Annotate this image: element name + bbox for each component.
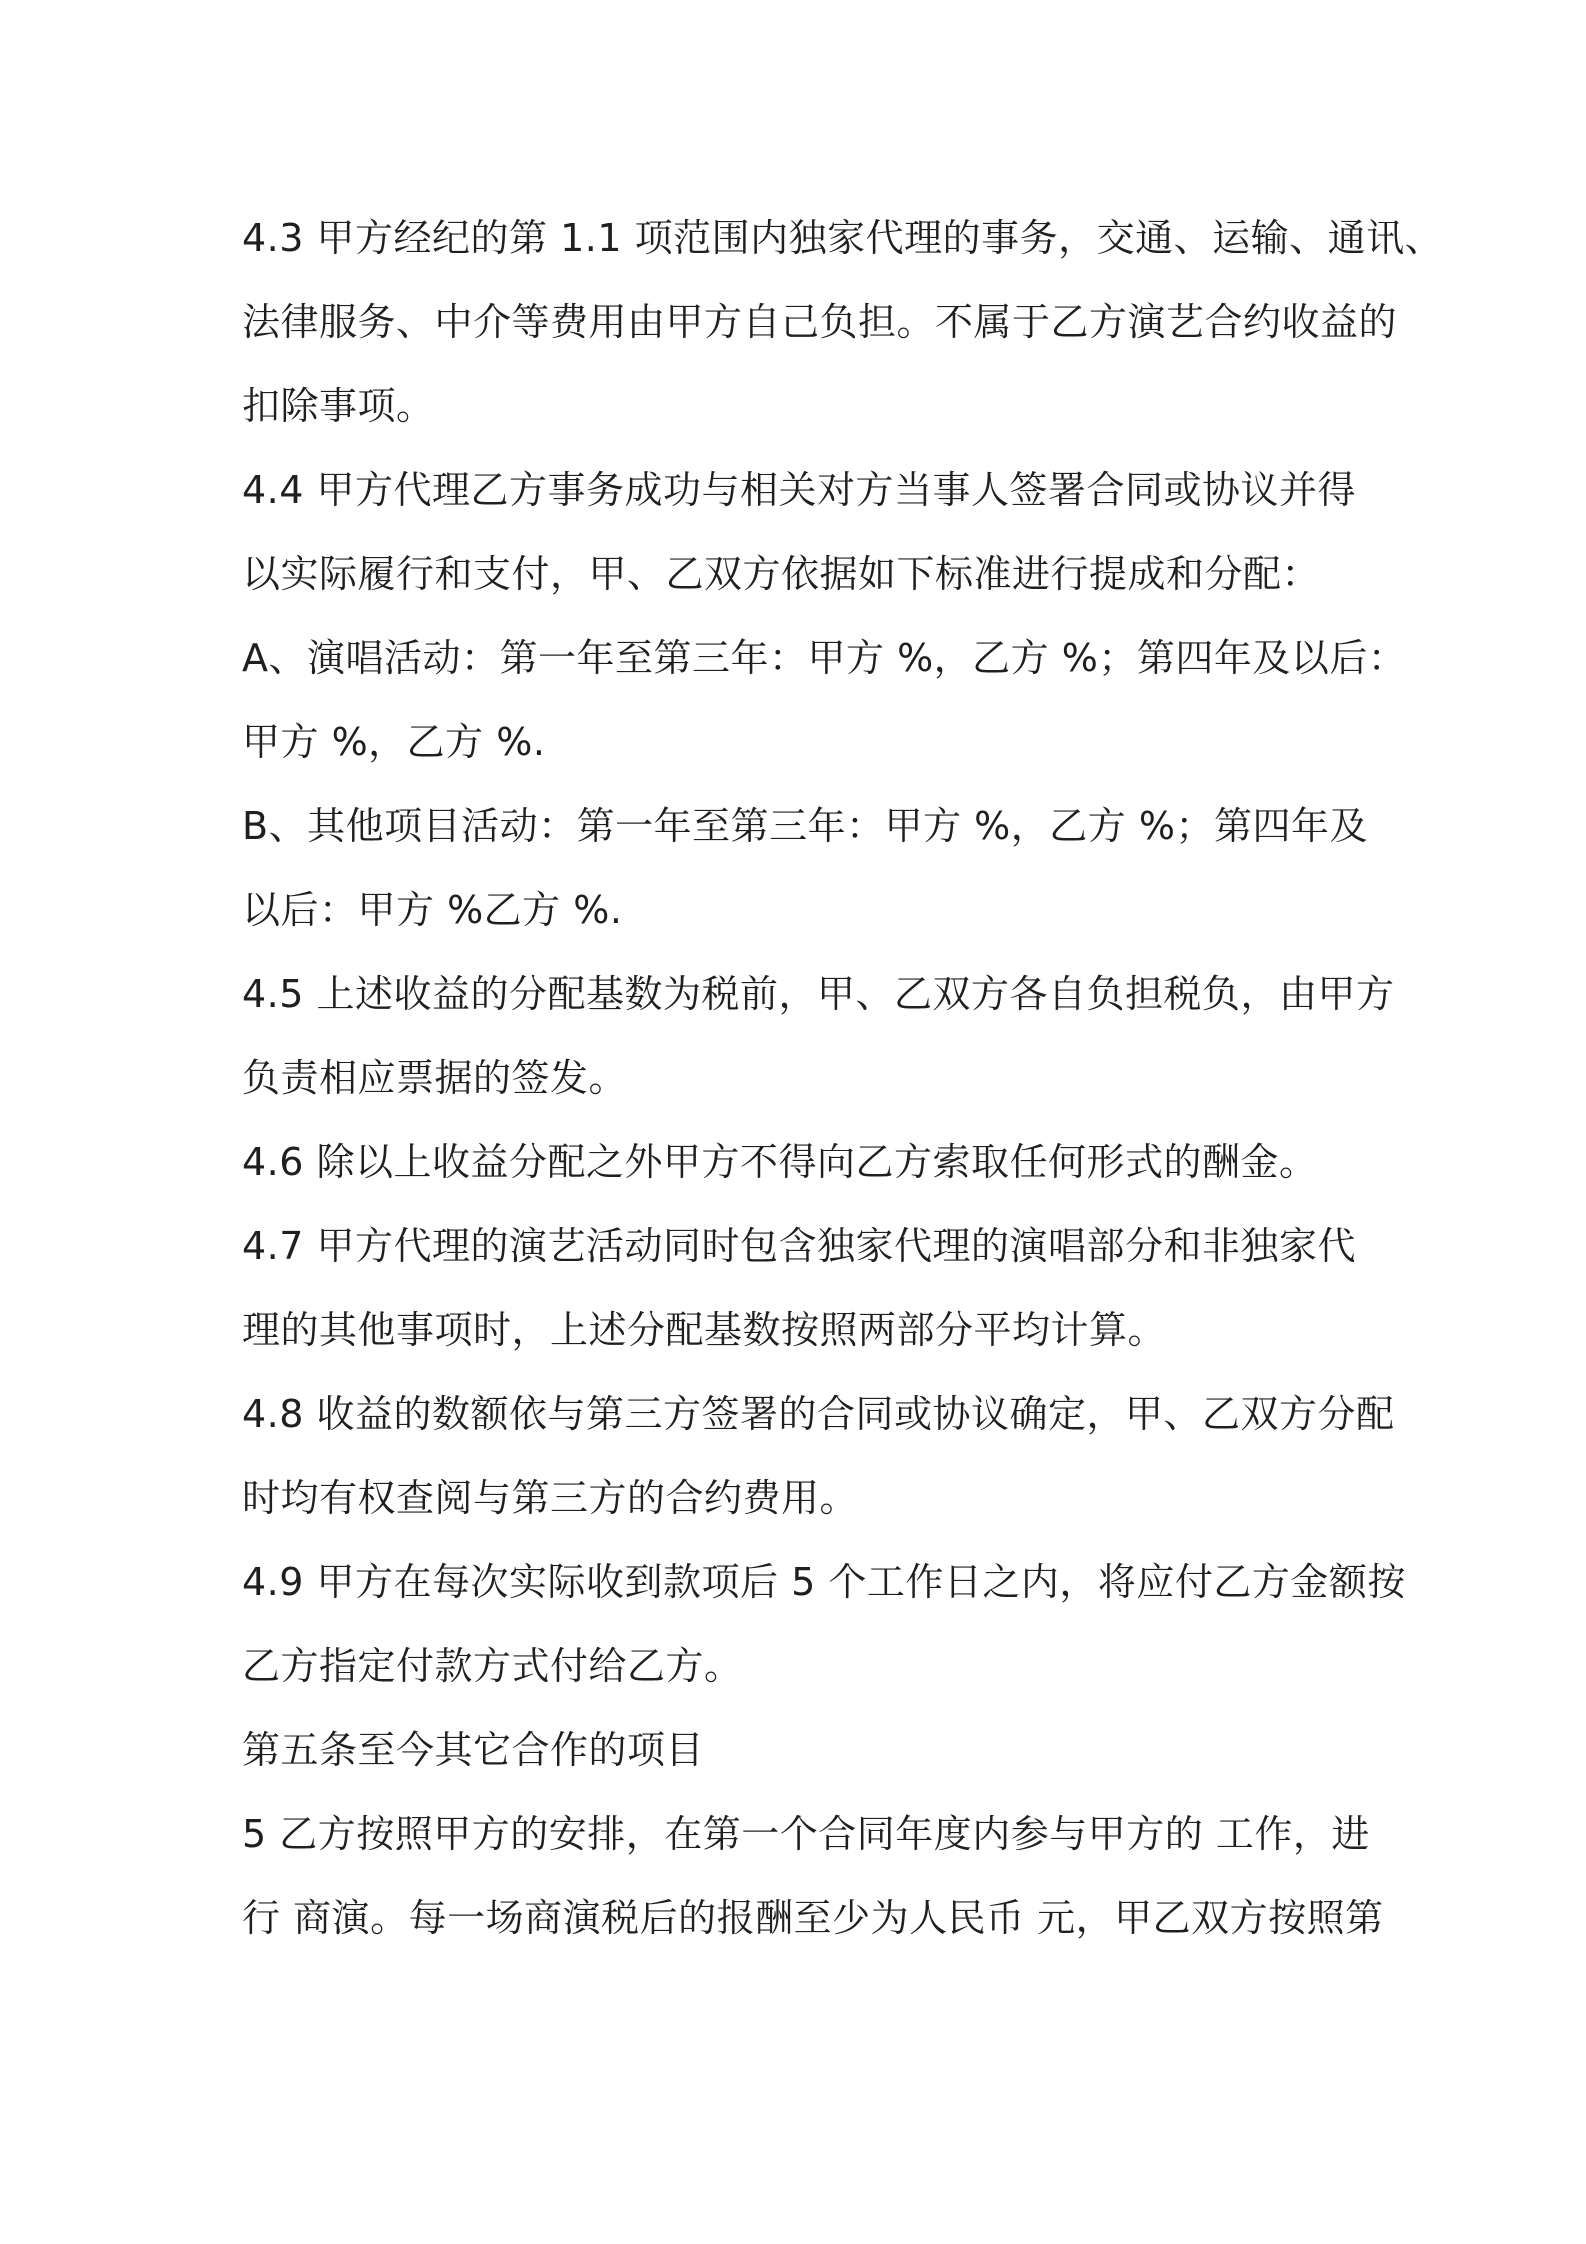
clause-5-line-1: 5 乙方按照甲方的安排，在第一个合同年度内参与甲方的 工作，进 (242, 1812, 1370, 1856)
clause-4-3-line-2: 法律服务、中介等费用由甲方自己负担。不属于乙方演艺合约收益的 (242, 300, 1398, 344)
clause-4-7-line-2: 理的其他事项时，上述分配基数按照两部分平均计算。 (242, 1308, 1167, 1352)
clause-4-9-line-1: 4.9 甲方在每次实际收到款项后 5 个工作日之内，将应付乙方金额按 (242, 1560, 1406, 1604)
clause-4-7-line-1: 4.7 甲方代理的演艺活动同时包含独家代理的演唱部分和非独家代 (242, 1224, 1357, 1268)
clause-4-4-a-line-1: A、演唱活动：第一年至第三年：甲方 %，乙方 %；第四年及以后： (242, 636, 1407, 680)
clause-4-4-b-line-2: 以后：甲方 %乙方 %. (242, 888, 623, 932)
document-body (242, 196, 1444, 1960)
clause-4-3-line-1: 4.3 甲方经纪的第 1.1 项范围内独家代理的事务，交通、运输、通讯、 (242, 216, 1444, 260)
clause-5-line-2: 行 商演。每一场商演税后的报酬至少为人民币 元，甲乙双方按照第 (242, 1896, 1384, 1940)
clause-4-5-line-1: 4.5 上述收益的分配基数为税前，甲、乙双方各自负担税负，由甲方 (242, 972, 1395, 1016)
clause-4-8-line-1: 4.8 收益的数额依与第三方签署的合同或协议确定，甲、乙双方分配 (242, 1392, 1395, 1436)
clause-4-3-line-3: 扣除事项。 (242, 384, 435, 428)
clause-4-9-line-2: 乙方指定付款方式付给乙方。 (242, 1644, 743, 1688)
clause-4-4-line-2: 以实际履行和支付，甲、乙双方依据如下标准进行提成和分配： (242, 552, 1321, 596)
clause-4-8-line-2: 时均有权查阅与第三方的合约费用。 (242, 1476, 859, 1520)
clause-4-4-b-line-1: B、其他项目活动：第一年至第三年：甲方 %，乙方 %；第四年及 (242, 804, 1368, 848)
clause-4-6-line-1: 4.6 除以上收益分配之外甲方不得向乙方索取任何形式的酬金。 (242, 1140, 1318, 1184)
clause-4-5-line-2: 负责相应票据的签发。 (242, 1056, 628, 1100)
clause-4-4-line-1: 4.4 甲方代理乙方事务成功与相关对方当事人签署合同或协议并得 (242, 468, 1357, 512)
article-5-heading: 第五条至今其它合作的项目 (242, 1728, 705, 1772)
clause-4-4-a-line-2: 甲方 %，乙方 %. (242, 720, 546, 764)
